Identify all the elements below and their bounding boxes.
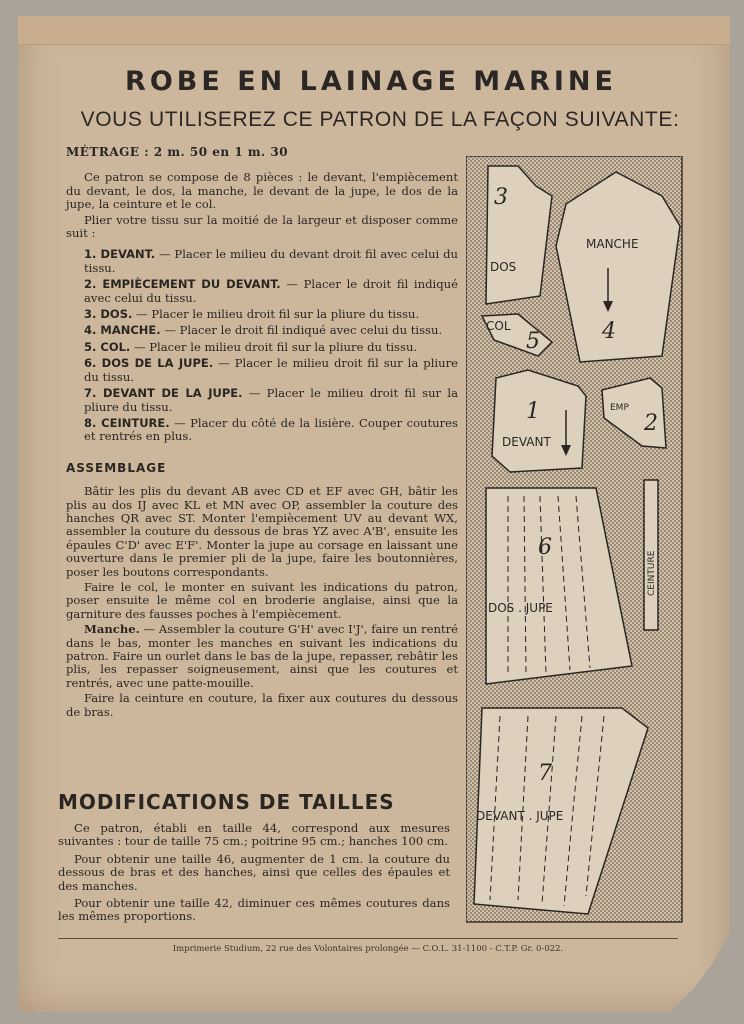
label-dos: DOS	[490, 260, 517, 274]
instructions-column	[66, 146, 458, 721]
page-subtitle: VOUS UTILISEREZ CE PATRON DE LA FAÇON SUIVANTE:	[80, 108, 680, 131]
piece-manche	[556, 172, 680, 362]
label-devant-jupe: DEVANT . JUPE	[476, 809, 564, 823]
label-devant: DEVANT	[502, 435, 551, 449]
modifications-text	[58, 822, 450, 928]
piece-number-7: 7	[538, 761, 552, 786]
piece-devant	[492, 370, 586, 472]
footer-rule	[58, 938, 678, 939]
step-item: 5. COL. — Placer le milieu droit fil sur la pliure du tissu.	[84, 339, 418, 354]
torn-corner	[670, 932, 730, 1012]
step-item: 8. CEINTURE. — Placer du côté de la lisière. Couper coutures et rentrés en plus.	[84, 415, 458, 444]
envelope-fold	[18, 16, 730, 45]
page-title: ROBE EN LAINAGE MARINE	[125, 66, 617, 97]
step-item: 3. DOS. — Placer le milieu droit fil sur la pliure du tissu.	[84, 307, 420, 322]
mod-paragraph: Ce patron, établi en taille 44, correspond aux mesures suivantes : tour de taille 75 cm.; poitrine 95 cm.; hanches 100 cm.	[58, 821, 450, 849]
layout-diagram	[466, 156, 684, 924]
piece-number-6: 6	[538, 535, 552, 560]
step-item: 4. MANCHE. — Placer le droit fil indiqué avec celui du tissu.	[84, 323, 443, 338]
ceinture-paragraph: Faire la ceinture en couture, la fixer aux coutures du dessous de bras.	[66, 691, 458, 719]
label-ceinture: CEINTURE	[647, 550, 657, 596]
label-emp: EMP	[610, 403, 629, 413]
piece-number-1: 1	[526, 399, 540, 424]
manche-paragraph: Manche. — Assembler la couture G'H' avec I'J', faire un rentré dans le bas, monter les manches en suivant les indications du patron. Faire un ourlet dans le bas de la jupe, repasser, rebâtir les plis, les repasser soigneusement, ainsi que les coutures et rentrés, avec une patte-mouille.	[66, 622, 458, 690]
piece-number-5: 5	[526, 329, 540, 354]
step-item: 1. DEVANT. — Placer le milieu du devant droit fil avec celui du tissu.	[84, 247, 459, 275]
mod-paragraph: Pour obtenir une taille 46, augmenter de 1 cm. la couture du dessous de bras et des hanches, ainsi que celles des épaules et des manches.	[58, 851, 450, 893]
mod-paragraph: Pour obtenir une taille 42, diminuer ces mêmes coutures dans les mêmes proportions.	[58, 896, 450, 924]
piece-number-3: 3	[494, 185, 508, 210]
metrage: MÉTRAGE : 2 m. 50 en 1 m. 30	[66, 145, 289, 159]
step-item: 7. DEVANT DE LA JUPE. — Placer le milieu droit fil sur la pliure du tissu.	[84, 386, 458, 414]
intro-paragraph: Plier votre tissu sur la moitié de la largeur et disposer comme suit :	[66, 212, 458, 241]
step-item: 6. DOS DE LA JUPE. — Placer le milieu droit fil sur la pliure du tissu.	[84, 356, 459, 384]
assemblage-heading: ASSEMBLAGE	[66, 460, 167, 475]
piece-ceinture	[644, 480, 658, 630]
assemblage-paragraph: Faire le col, le monter en suivant les indications du patron, poser ensuite le même col en broderie anglaise, ainsi que la garniture des fausses poches à l'empiècement.	[66, 579, 458, 621]
label-manche: MANCHE	[586, 237, 639, 251]
piece-number-4: 4	[602, 319, 616, 344]
assemblage-paragraph: Bâtir les plis du devant AB avec CD et EF avec GH, bâtir les plis au dos IJ avec KL et MN avec OP, assembler la couture des hanches QR avec ST. Monter l'empiècement UV au devant WX, assembler la couture du dessous de bras YZ avec A'B', ensuite les épaules C'D' avec E'F'. Monter la jupe au corsage en laissant une ouverture dans le premier pli de la jupe, faire les boutonnières, poser les boutons correspondants.	[66, 484, 458, 579]
piece-number-2: 2	[644, 411, 658, 436]
intro-paragraph: Ce patron se compose de 8 pièces : le devant, l'empiècement du devant, le dos, la manche, le devant de la jupe, le dos de la jupe, la ceinture et le col.	[66, 170, 458, 212]
printer-footer: Imprimerie Studium, 22 rue des Volontaires prolongée — C.O.L. 31-1100 - C.T.P. Gr. 0-022.	[172, 944, 564, 954]
label-dos-jupe: DOS . JUPE	[488, 601, 553, 615]
modifications-heading: MODIFICATIONS DE TAILLES	[58, 790, 395, 814]
step-item: 2. EMPIÈCEMENT DU DEVANT. — Placer le droit fil indiqué avec celui du tissu.	[84, 277, 458, 305]
label-col: COL	[486, 319, 511, 333]
